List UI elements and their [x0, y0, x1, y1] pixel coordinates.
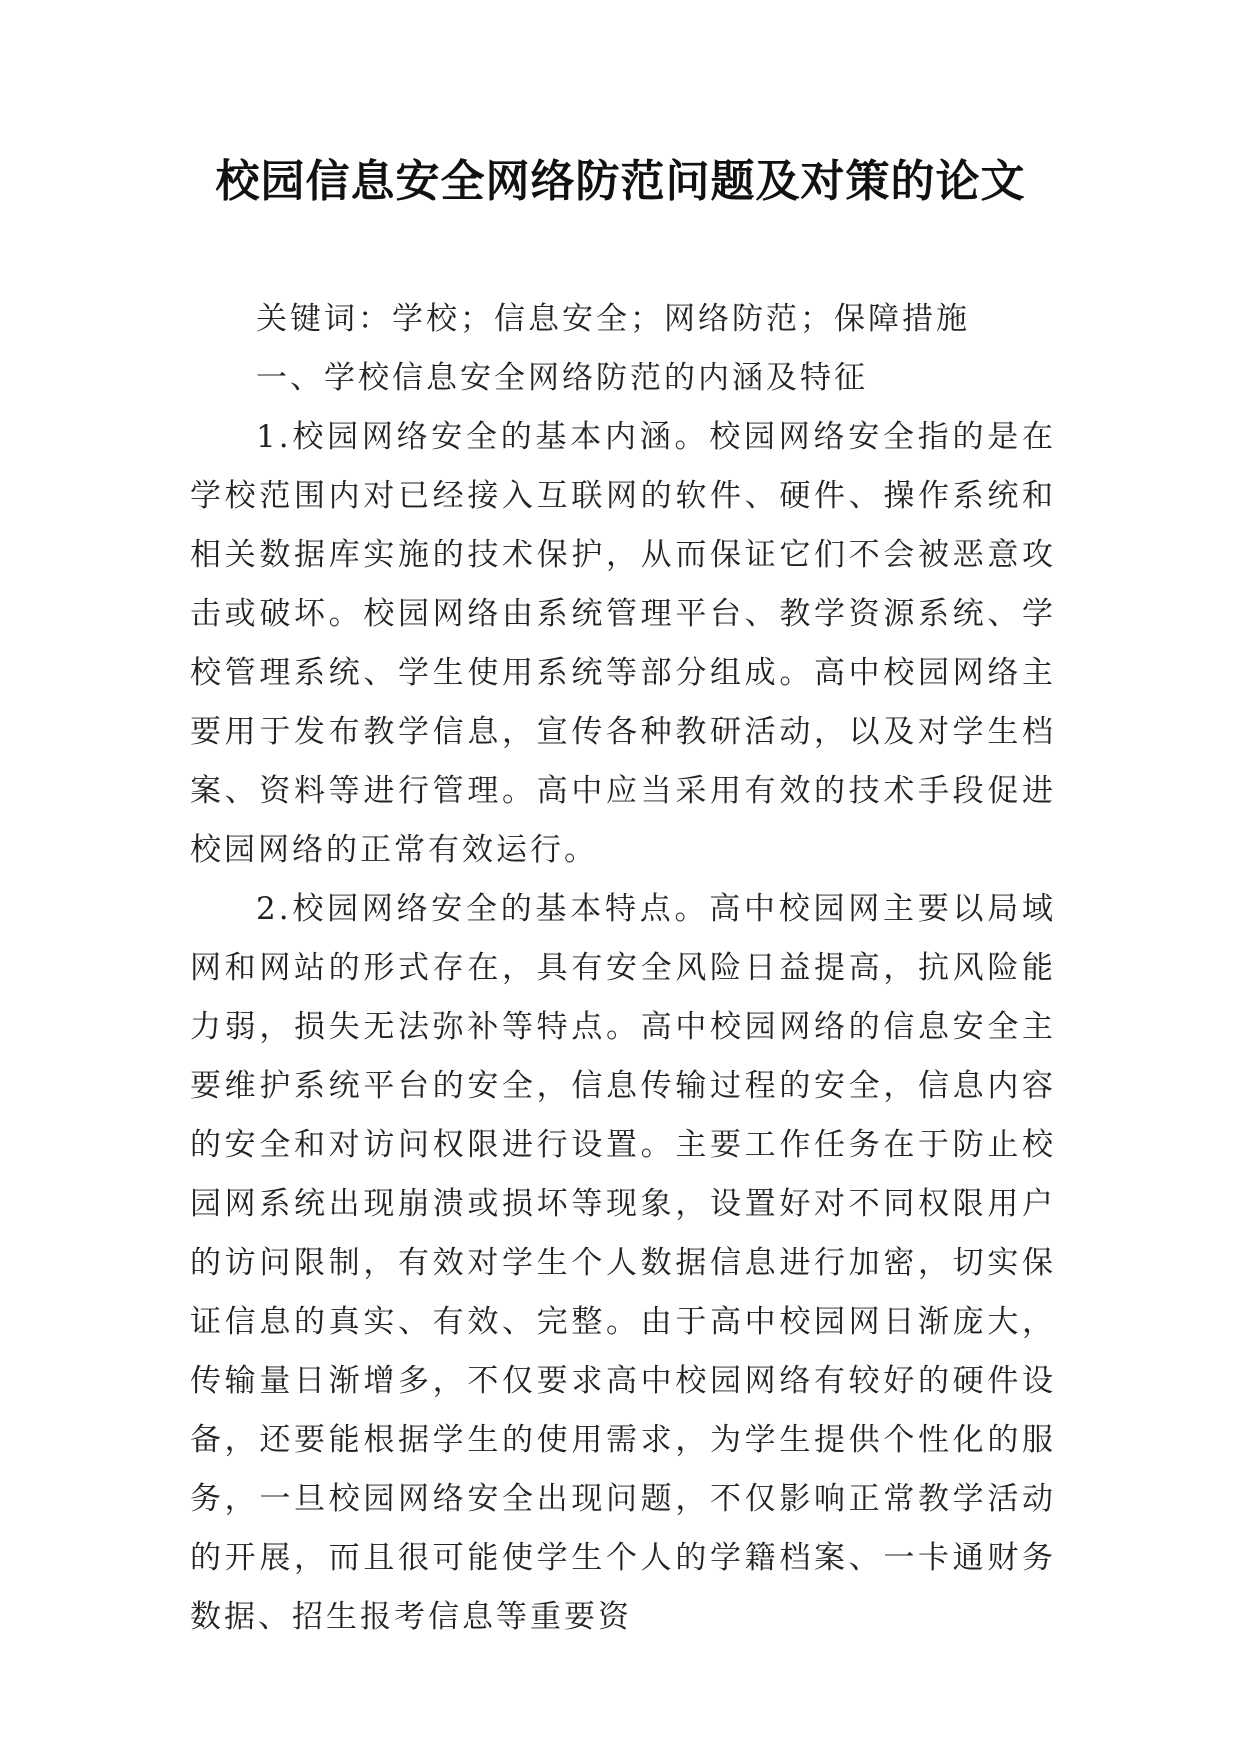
- document-body: [190, 290, 1056, 1647]
- document-title: 校园信息安全网络防范问题及对策的论文: [215, 156, 1026, 207]
- section-heading: 一、学校信息安全网络防范的内涵及特征: [256, 360, 868, 396]
- body-paragraph: 1.校园网络安全的基本内涵。校园网络安全指的是在学校范围内对已经接入互联网的软件、硬件、操作系统和相关数据库实施的技术保护，从而保证它们不会被恶意攻击或破坏。校园网络由系统管理平台、教学资源系统、学校管理系统、学生使用系统等部分组成。高中校园网络主要用于发布教学信息，宣传各种教研活动，以及对学生档案、资料等进行管理。高中应当采用有效的技术手段促进校园网络的正常有效运行。: [190, 419, 1056, 868]
- body-paragraph: 2.校园网络安全的基本特点。高中校园网主要以局域网和网站的形式存在，具有安全风险日益提高，抗风险能力弱，损失无法弥补等特点。高中校园网络的信息安全主要维护系统平台的安全，信息传输过程的安全，信息内容的安全和对访问权限进行设置。主要工作任务在于防止校园网系统出现崩溃或损坏等现象，设置好对不同权限用户的访问限制，有效对学生个人数据信息进行加密，切实保证信息的真实、有效、完整。由于高中校园网日渐庞大，传输量日渐增多，不仅要求高中校园网络有较好的硬件设备，还要能根据学生的使用需求，为学生提供个性化的服务，一旦校园网络安全出现问题，不仅影响正常教学活动的开展，而且很可能使学生个人的学籍档案、一卡通财务数据、招生报考信息等重要资: [190, 891, 1056, 1635]
- keywords-paragraph: 关键词：学校；信息安全；网络防范；保障措施: [256, 301, 970, 337]
